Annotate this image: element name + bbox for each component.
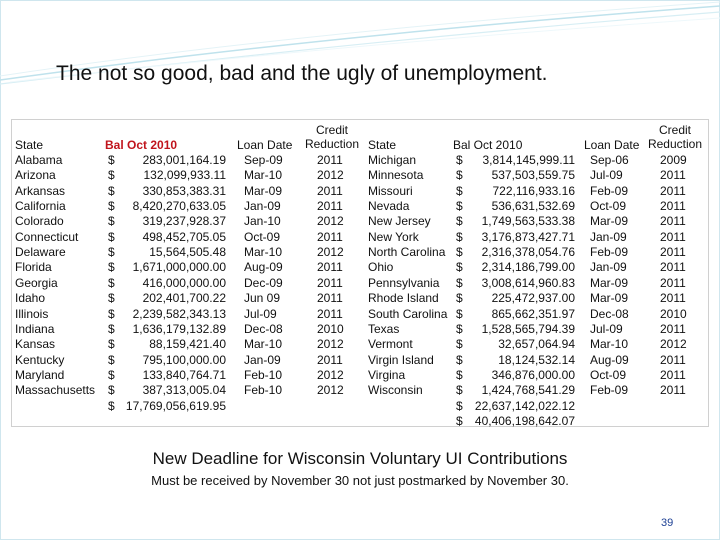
- loan-date: Mar-09: [244, 184, 283, 198]
- loan-date: Jul-09: [590, 322, 623, 336]
- deadline-note: Must be received by November 30 not just postmarked by November 30.: [151, 473, 569, 488]
- balance-value: 3,814,145,999.11: [482, 153, 575, 167]
- credit-reduction-year: 2012: [317, 337, 344, 351]
- credit-reduction-year: 2011: [317, 230, 343, 244]
- currency-symbol: $: [108, 168, 115, 182]
- currency-symbol: $: [108, 307, 115, 321]
- header-credit-right: Credit: [658, 123, 691, 137]
- currency-symbol: $: [456, 184, 463, 198]
- deadline-heading: New Deadline for Wisconsin Voluntary UI Contributions: [152, 449, 568, 468]
- balance-value: 1,749,563,533.38: [481, 214, 575, 228]
- balance-value: 1,528,565,794.39: [481, 322, 575, 336]
- credit-reduction-year: 2011: [317, 199, 343, 213]
- currency-symbol: $: [456, 260, 463, 274]
- balance-value: 865,662,351.97: [491, 307, 575, 321]
- state-name: Massachusetts: [15, 383, 96, 397]
- currency-symbol: $: [108, 184, 115, 198]
- credit-reduction-year: 2011: [660, 368, 686, 382]
- state-name: Ohio: [368, 260, 394, 274]
- credit-reduction-year: 2011: [660, 276, 686, 290]
- loan-date: Mar-09: [590, 291, 629, 305]
- balance-value: 1,671,000,000.00: [132, 260, 226, 274]
- currency-symbol: $: [108, 245, 115, 259]
- currency-symbol: $: [456, 245, 463, 259]
- currency-symbol: $: [108, 214, 115, 228]
- loan-date: Sep-06: [590, 153, 629, 167]
- currency-symbol: $: [456, 168, 463, 182]
- currency-symbol: $: [108, 337, 115, 351]
- credit-reduction-year: 2011: [660, 383, 686, 397]
- currency-symbol: $: [456, 414, 463, 428]
- balance-value: 2,316,378,054.76: [481, 245, 575, 259]
- balance-value: 88,159,421.40: [149, 337, 226, 351]
- state-name: Wisconsin: [368, 383, 423, 397]
- state-name: Pennsylvania: [368, 276, 440, 290]
- credit-reduction-year: 2012: [317, 168, 344, 182]
- balance-value: 330,853,383.31: [142, 184, 226, 198]
- page-number: 39: [661, 517, 674, 529]
- state-name: New York: [368, 230, 419, 244]
- balance-value: 2,314,186,799.00: [481, 260, 575, 274]
- header-credit-left: Credit: [315, 123, 348, 137]
- currency-symbol: $: [456, 291, 463, 305]
- state-name: Maryland: [15, 368, 65, 382]
- state-name: Texas: [368, 322, 400, 336]
- currency-symbol: $: [456, 368, 463, 382]
- balance-value: 498,452,705.05: [142, 230, 226, 244]
- balance-value: 8,420,270,633.05: [132, 199, 226, 213]
- currency-symbol: $: [456, 322, 463, 336]
- state-name: Idaho: [15, 291, 46, 305]
- state-name: Georgia: [15, 276, 58, 290]
- credit-reduction-year: 2010: [317, 322, 344, 336]
- loan-date: Mar-09: [590, 276, 629, 290]
- currency-symbol: $: [108, 199, 115, 213]
- credit-reduction-year: 2011: [660, 199, 686, 213]
- credit-reduction-year: 2009: [660, 153, 687, 167]
- balance-value: 1,424,768,541.29: [481, 383, 575, 397]
- credit-reduction-year: 2011: [660, 230, 686, 244]
- balance-value: 132,099,933.11: [143, 168, 226, 182]
- state-name: California: [15, 199, 66, 213]
- currency-symbol: $: [108, 368, 115, 382]
- header-reduction-right: Reduction: [647, 137, 703, 151]
- credit-reduction-year: 2010: [660, 307, 687, 321]
- balance-value: 2,239,582,343.13: [132, 307, 226, 321]
- loan-date: Oct-09: [590, 368, 627, 382]
- loan-date: Sep-09: [244, 153, 283, 167]
- balance-value: 18,124,532.14: [498, 353, 575, 367]
- loan-date: Feb-10: [244, 383, 283, 397]
- balance-value: 537,503,559.75: [491, 168, 575, 182]
- grand-total: 40,406,198,642.07: [474, 414, 575, 428]
- credit-reduction-year: 2011: [317, 260, 343, 274]
- state-name: Delaware: [15, 245, 66, 259]
- state-name: Arizona: [15, 168, 56, 182]
- loan-date: Mar-10: [244, 337, 283, 351]
- header-loan-date-left: Loan Date: [237, 138, 293, 152]
- currency-symbol: $: [108, 291, 115, 305]
- loan-date: Jul-09: [590, 168, 623, 182]
- credit-reduction-year: 2012: [317, 383, 344, 397]
- state-name: Kentucky: [15, 353, 65, 367]
- credit-reduction-year: 2012: [317, 214, 344, 228]
- currency-symbol: $: [456, 199, 463, 213]
- loan-date: Jan-09: [590, 230, 627, 244]
- credit-reduction-year: 2011: [317, 353, 343, 367]
- state-name: Alabama: [15, 153, 63, 167]
- credit-reduction-year: 2012: [660, 337, 687, 351]
- credit-reduction-year: 2011: [660, 214, 686, 228]
- currency-symbol: $: [456, 153, 463, 167]
- credit-reduction-year: 2012: [317, 245, 344, 259]
- credit-reduction-year: 2011: [660, 184, 686, 198]
- currency-symbol: $: [108, 153, 115, 167]
- loan-date: Mar-09: [590, 214, 629, 228]
- state-name: Connecticut: [15, 230, 79, 244]
- balance-value: 202,401,700.22: [142, 291, 226, 305]
- loan-date: Feb-09: [590, 184, 629, 198]
- currency-symbol: $: [456, 383, 463, 397]
- currency-symbol: $: [108, 276, 115, 290]
- loan-date: Jan-09: [590, 260, 627, 274]
- state-name: Missouri: [368, 184, 413, 198]
- credit-reduction-year: 2011: [660, 322, 686, 336]
- currency-symbol: $: [108, 353, 115, 367]
- state-name: Nevada: [368, 199, 410, 213]
- slide-title: The not so good, bad and the ugly of unemployment.: [56, 62, 548, 85]
- state-name: Michigan: [368, 153, 417, 167]
- state-name: North Carolina: [368, 245, 446, 259]
- credit-reduction-year: 2011: [660, 168, 686, 182]
- state-name: Virgin Island: [368, 353, 434, 367]
- state-name: Colorado: [15, 214, 64, 228]
- loan-date: Aug-09: [244, 260, 283, 274]
- currency-symbol: $: [108, 399, 115, 413]
- header-bal-right: Bal Oct 2010: [453, 138, 523, 152]
- balance-value: 32,657,064.94: [498, 337, 575, 351]
- loan-date: Jun 09: [244, 291, 281, 305]
- balance-value: 387,313,005.04: [142, 383, 226, 397]
- loan-date: Mar-10: [244, 168, 283, 182]
- balance-value: 283,001,164.19: [142, 153, 226, 167]
- balance-value: 1,636,179,132.89: [132, 322, 226, 336]
- credit-reduction-year: 2011: [317, 184, 343, 198]
- loan-date: Dec-08: [590, 307, 629, 321]
- balance-value: 3,176,873,427.71: [481, 230, 575, 244]
- loan-date: Oct-09: [244, 230, 281, 244]
- state-name: South Carolina: [368, 307, 448, 321]
- credit-reduction-year: 2011: [660, 245, 686, 259]
- state-name: Rhode Island: [368, 291, 439, 305]
- state-name: Kansas: [15, 337, 56, 351]
- currency-symbol: $: [108, 322, 115, 336]
- balance-value: 133,840,764.71: [142, 368, 226, 382]
- loan-date: Feb-09: [590, 245, 629, 259]
- currency-symbol: $: [456, 353, 463, 367]
- state-name: Arkansas: [15, 184, 66, 198]
- credit-reduction-year: 2011: [317, 291, 343, 305]
- header-loan-date-right: Loan Date: [584, 138, 640, 152]
- state-name: Indiana: [15, 322, 55, 336]
- balance-value: 3,008,614,960.83: [481, 276, 575, 290]
- credit-reduction-year: 2011: [317, 153, 343, 167]
- currency-symbol: $: [108, 260, 115, 274]
- state-name: New Jersey: [368, 214, 431, 228]
- credit-reduction-year: 2011: [660, 291, 686, 305]
- loan-date: Feb-09: [590, 383, 629, 397]
- currency-symbol: $: [456, 230, 463, 244]
- loan-date: Feb-10: [244, 368, 283, 382]
- balance-value: 346,876,000.00: [491, 368, 575, 382]
- state-name: Minnesota: [368, 168, 424, 182]
- currency-symbol: $: [456, 337, 463, 351]
- loan-date: Jul-09: [244, 307, 277, 321]
- unemployment-loan-table: [11, 119, 709, 427]
- balance-value: 319,237,928.37: [142, 214, 226, 228]
- currency-symbol: $: [108, 383, 115, 397]
- header-state-right: State: [368, 138, 397, 152]
- loan-date: Jan-10: [244, 214, 281, 228]
- state-name: Virgina: [368, 368, 406, 382]
- state-name: Illinois: [15, 307, 49, 321]
- credit-reduction-year: 2011: [660, 260, 686, 274]
- balance-value: 225,472,937.00: [491, 291, 575, 305]
- credit-reduction-year: 2011: [660, 353, 686, 367]
- balance-value: 795,100,000.00: [142, 353, 226, 367]
- header-bal-left: Bal Oct 2010: [105, 138, 178, 152]
- balance-value: 722,116,933.16: [492, 184, 575, 198]
- currency-symbol: $: [456, 307, 463, 321]
- header-reduction-left: Reduction: [304, 137, 360, 151]
- loan-date: Mar-10: [590, 337, 629, 351]
- loan-date: Oct-09: [590, 199, 627, 213]
- credit-reduction-year: 2012: [317, 368, 344, 382]
- credit-reduction-year: 2011: [317, 307, 343, 321]
- currency-symbol: $: [456, 214, 463, 228]
- currency-symbol: $: [456, 276, 463, 290]
- header-state-left: State: [15, 138, 44, 152]
- right-total: 22,637,142,022.12: [474, 399, 575, 413]
- state-name: Vermont: [368, 337, 413, 351]
- loan-date: Dec-08: [244, 322, 283, 336]
- loan-date: Dec-09: [244, 276, 283, 290]
- loan-date: Aug-09: [590, 353, 629, 367]
- balance-value: 416,000,000.00: [142, 276, 226, 290]
- balance-value: 15,564,505.48: [149, 245, 226, 259]
- credit-reduction-year: 2011: [317, 276, 343, 290]
- loan-date: Jan-09: [244, 199, 281, 213]
- left-total: 17,769,056,619.95: [125, 399, 226, 413]
- loan-date: Mar-10: [244, 245, 283, 259]
- loan-date: Jan-09: [244, 353, 281, 367]
- balance-value: 536,631,532.69: [491, 199, 575, 213]
- currency-symbol: $: [456, 399, 463, 413]
- state-name: Florida: [15, 260, 52, 274]
- currency-symbol: $: [108, 230, 115, 244]
